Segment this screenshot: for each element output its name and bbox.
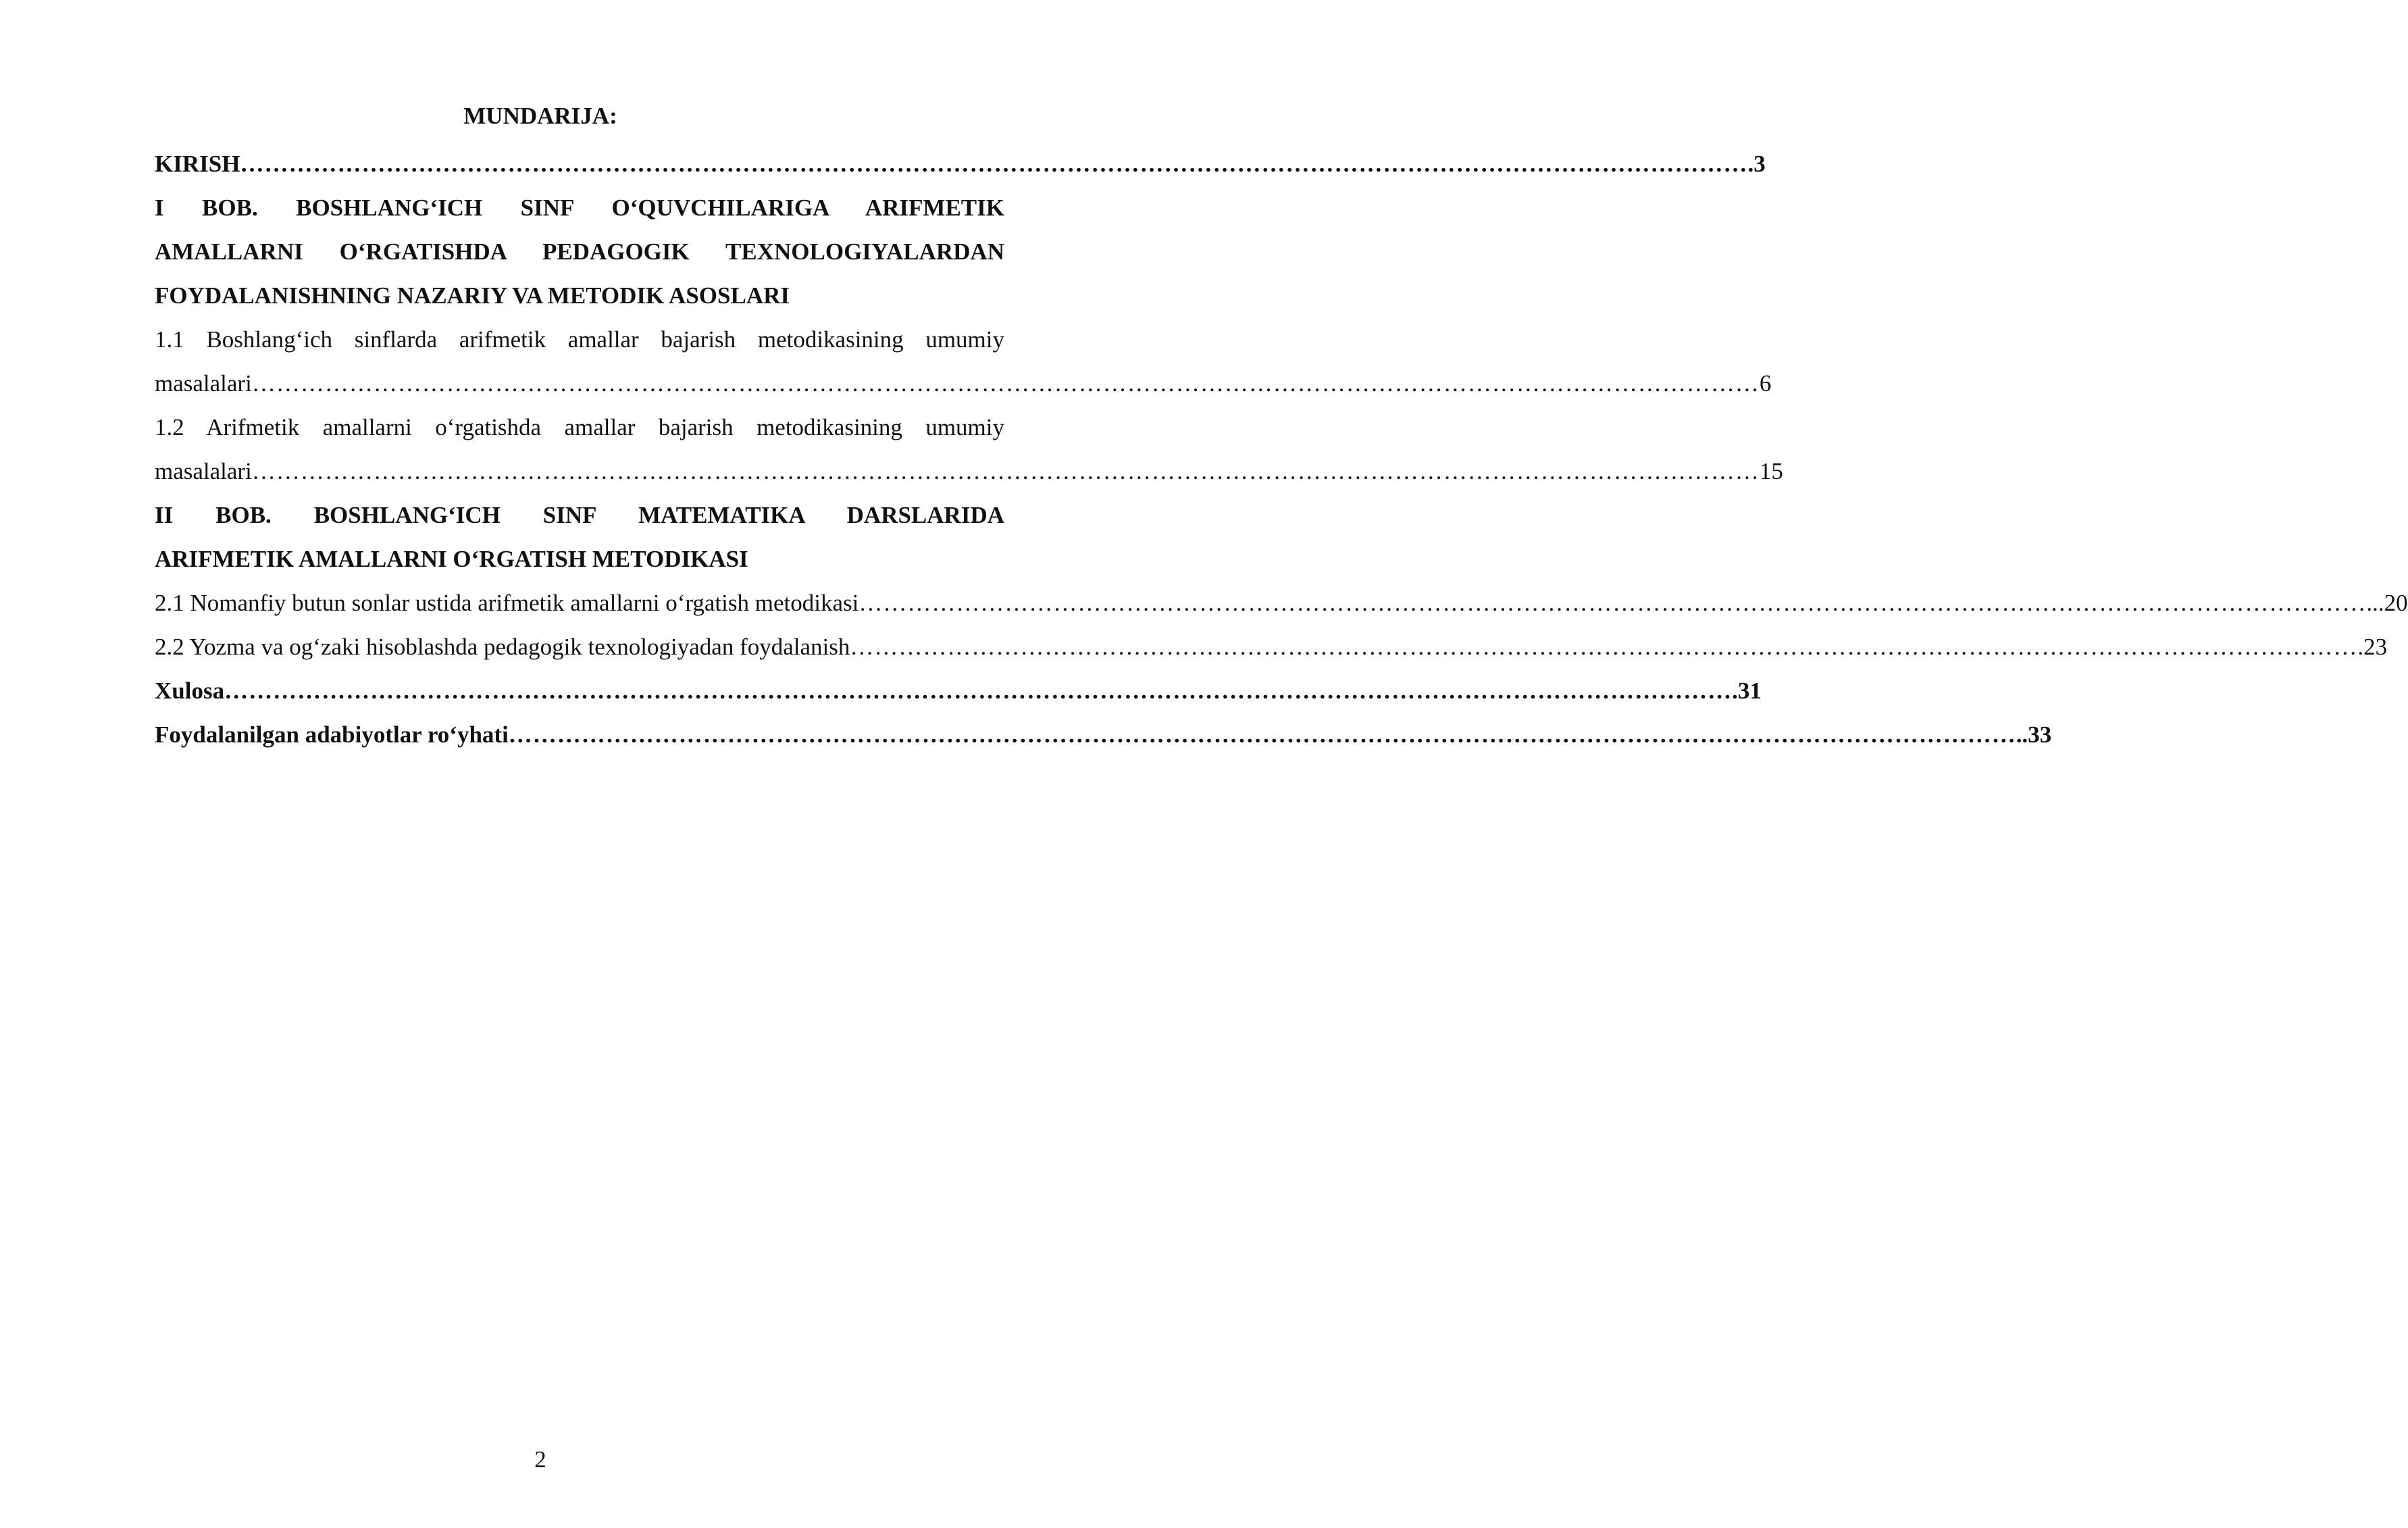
page-number: 2 <box>534 1446 546 1473</box>
toc-page-number: .31 <box>1732 678 1762 704</box>
dot-leader: …………………………………………………………………………………………………………………………………………………………………… <box>251 458 1760 484</box>
toc-entry-label: Foydalanilgan adabiyotlar ro‘yhati <box>155 721 509 748</box>
toc-entry-label: ARIFMETIK AMALLARNI O‘RGATISH METODIKASI <box>155 546 748 572</box>
toc-title: MUNDARIJA: <box>463 103 617 129</box>
section-1-1-line-1: 1.1 Boshlang‘ich sinflarda arifmetik amallar bajarish metodikasining umumiy <box>155 326 1004 353</box>
toc-page-number: 6 <box>1759 370 1772 397</box>
dot-leader: …………………………………………………………………………………………………………………………………………………………………… <box>508 721 2016 748</box>
section-1-1-line-2 <box>155 361 1772 405</box>
chapter-2-heading-line-1: II BOB. BOSHLANG‘ICH SINF MATEMATIKA DARSLARIDA <box>155 502 1004 528</box>
chapter-1-heading-line-1: I BOB. BOSHLANG‘ICH SINF O‘QUVCHILARIGA ARIFMETIK <box>155 195 1004 221</box>
dot-leader: …………………………………………………………………………………………………………………………………………………………………… <box>859 590 2367 616</box>
section-2-1 <box>155 581 2408 625</box>
toc-page-number: ..33 <box>2016 721 2052 748</box>
dot-leader: …………………………………………………………………………………………………………………………………………………………………… <box>251 370 1760 397</box>
toc-page-number: .3 <box>1747 151 1766 177</box>
toc-page-number: .23 <box>2357 634 2388 660</box>
toc-entry-label: 2.2 Yozma va og‘zaki hisoblashda pedagogik texnologiyadan foydalanish <box>155 634 850 660</box>
section-1-2-line-2 <box>155 449 1783 493</box>
toc-entry-label: FOYDALANISHNING NAZARIY VA METODIK ASOSLARI <box>155 282 790 309</box>
toc-entry-label: masalalari <box>155 458 252 484</box>
chapter-1-heading-line-2: AMALLARNI O‘RGATISHDA PEDAGOGIK TEXNOLOGIYALARDAN <box>155 238 1004 265</box>
toc-page-number: ...20 <box>2366 590 2408 616</box>
section-1-2-line-1: 1.2 Arifmetik amallarni o‘rgatishda amallar bajarish metodikasining umumiy <box>155 414 1004 440</box>
section-2-2 <box>155 625 2388 669</box>
chapter-2-heading-line-2 <box>155 537 1004 581</box>
dot-leader: …………………………………………………………………………………………………………………………………………………………………… <box>224 678 1733 704</box>
table-of-contents <box>155 142 2408 757</box>
toc-entry-references <box>155 713 2052 757</box>
toc-entry-kirish <box>155 142 1766 186</box>
toc-page-number: 15 <box>1759 458 1783 484</box>
chapter-1-heading-line-3 <box>155 274 1004 317</box>
toc-entry-xulosa <box>155 669 1762 713</box>
toc-entry-label: KIRISH <box>155 151 240 177</box>
toc-entry-label: Xulosa <box>155 678 225 704</box>
dot-leader: …………………………………………………………………………………………………………………………………………………………………… <box>850 634 2358 660</box>
toc-entry-label: 2.1 Nomanfiy butun sonlar ustida arifmetik amallarni o‘rgatish metodikasi <box>155 590 859 616</box>
dot-leader: …………………………………………………………………………………………………………………………………………………………………… <box>240 151 1748 177</box>
toc-entry-label: masalalari <box>155 370 252 397</box>
